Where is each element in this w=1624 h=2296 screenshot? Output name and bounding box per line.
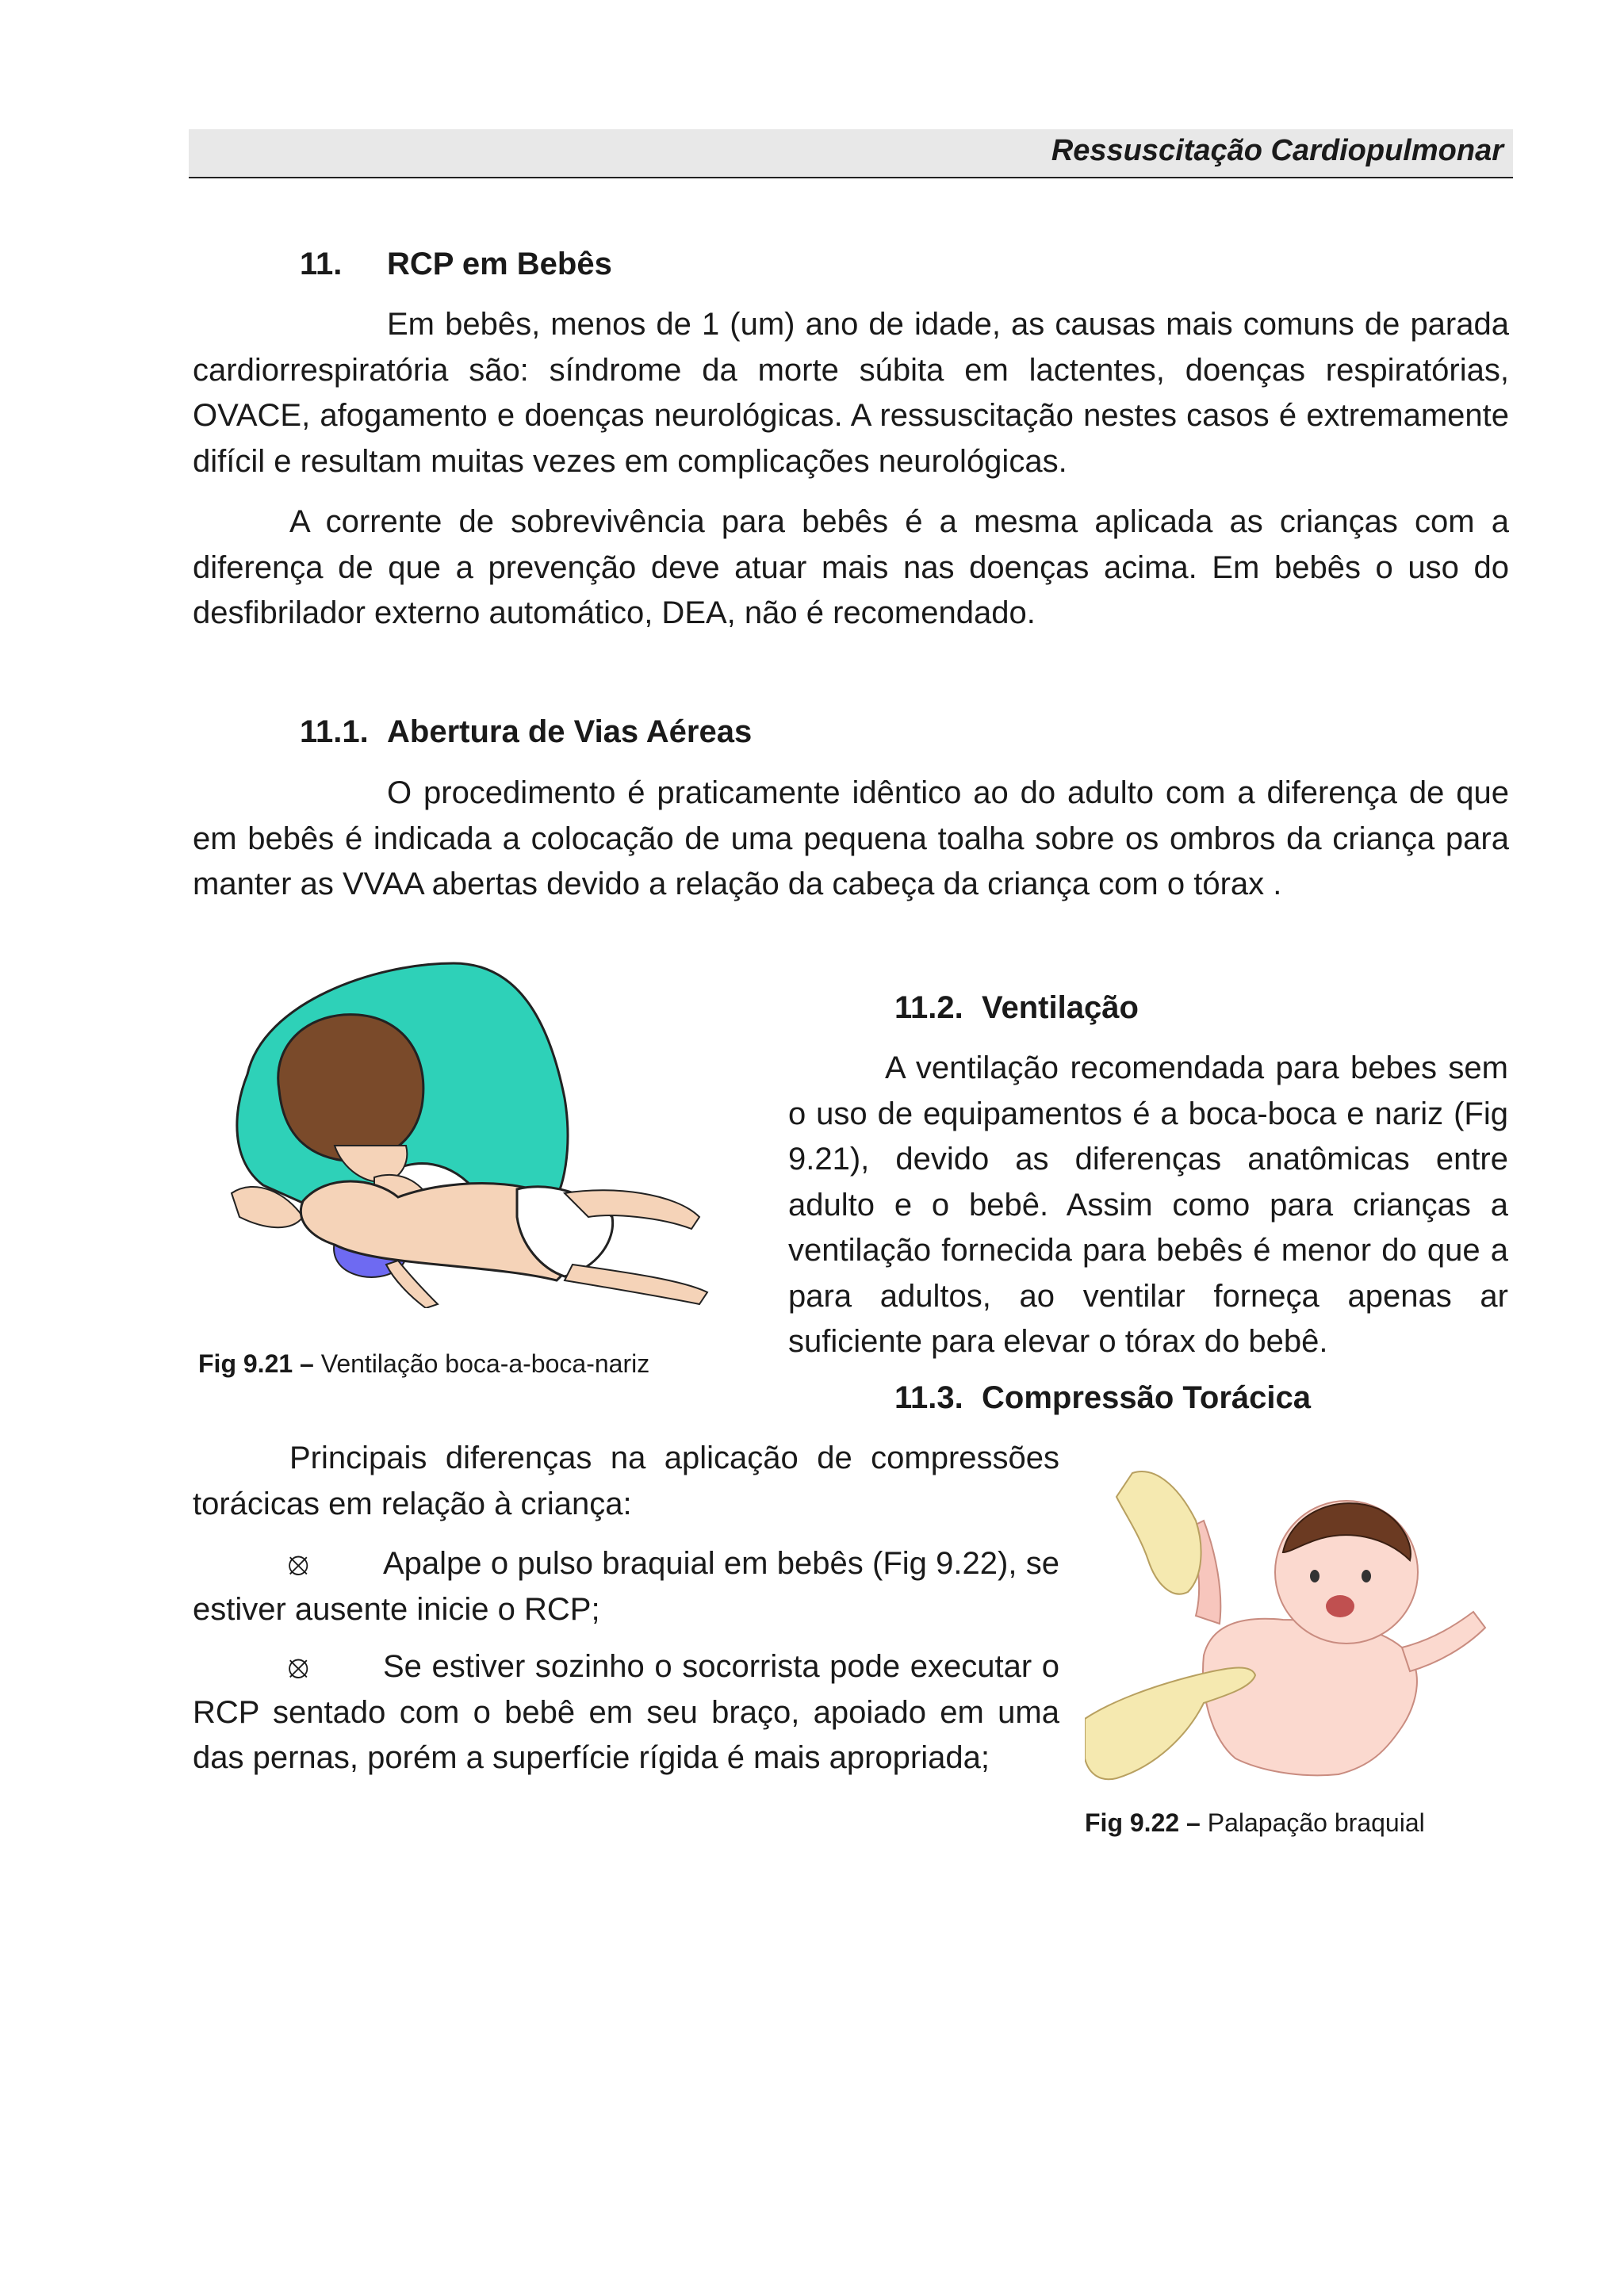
section-11-2-heading	[894, 990, 1139, 1026]
section-11-3-intro: Principais diferenças na aplicação de compressões torácicas em relação à criança:	[193, 1441, 1059, 1521]
figure-9-22-illustration	[1085, 1465, 1489, 1802]
page-header	[189, 129, 1513, 178]
caption-label: Fig 9.21 –	[198, 1349, 314, 1378]
section-11-1-heading	[300, 714, 752, 750]
section-number: 11.1.	[300, 714, 369, 749]
list-item	[193, 1644, 1059, 1781]
section-title: Abertura de Vias Aéreas	[387, 714, 753, 749]
caption-text: Palapação braquial	[1200, 1808, 1425, 1837]
section-11-2-paragraph: A ventilação recomendada para bebes sem o uso de equipamentos é a boca-boca e nariz (Fig 9.21), devido as diferenças anatômicas entre adulto e o bebê. Assim como para crianças a ventilação fornecida para bebês é menor do que a para adultos, ao ventilar forneça apenas ar suficiente para elevar o tórax do bebê.	[788, 1050, 1508, 1359]
list-item-text: Se estiver sozinho o socorrista pode executar o RCP sentado com o bebê em seu braço, apoiado em uma das pernas, porém a superfície rígida é mais apropriada;	[193, 1649, 1059, 1775]
list-item-text: Apalpe o pulso braquial em bebês (Fig 9.22), se estiver ausente inicie o RCP;	[193, 1546, 1059, 1627]
section-number: 11.3.	[894, 1380, 963, 1415]
figure-9-22-caption	[1085, 1808, 1425, 1838]
section-11-3-heading	[894, 1380, 1311, 1416]
crossed-circle-icon: ⦻	[288, 1546, 309, 1581]
section-11-paragraph-1: Em bebês, menos de 1 (um) ano de idade, as causas mais comuns de parada cardiorrespiratória são: síndrome da morte súbita em lactentes, doenças respiratórias, OVACE, afogamento e doenças neurológicas. A ressuscitação nestes casos é extremamente difícil e resultam muitas vezes em complicações neurológicas.	[193, 307, 1509, 479]
section-title: Compressão Torácica	[982, 1380, 1311, 1415]
section-title: RCP em Bebês	[387, 247, 612, 281]
figure-9-21-caption	[198, 1349, 649, 1379]
section-11-paragraph-2: A corrente de sobrevivência para bebês é a mesma aplicada as crianças com a diferença de que a prevenção deve atuar mais nas doenças acima. Em bebês o uso do desfibrilador externo automático, DEA, não é recomendado.	[193, 504, 1509, 630]
header-title: Ressuscitação Cardiopulmonar	[1051, 134, 1503, 167]
caption-label: Fig 9.22 –	[1085, 1808, 1201, 1837]
bullet-list	[193, 1541, 1059, 1781]
section-number: 11.	[300, 247, 343, 281]
section-11-1-paragraph: O procedimento é praticamente idêntico ao do adulto com a diferença de que em bebês é indicada a colocação de uma pequena toalha sobre os ombros da criança para manter as VVAA abertas devido a relação da cabeça da criança com o tórax .	[193, 775, 1509, 901]
crossed-circle-icon: ⦻	[288, 1649, 309, 1684]
list-item	[193, 1541, 1059, 1632]
section-title: Ventilação	[982, 990, 1139, 1025]
section-11-heading	[300, 247, 612, 282]
caption-text: Ventilação boca-a-boca-nariz	[313, 1349, 650, 1378]
figure-9-21-illustration	[216, 955, 723, 1308]
section-number: 11.2.	[894, 990, 963, 1025]
